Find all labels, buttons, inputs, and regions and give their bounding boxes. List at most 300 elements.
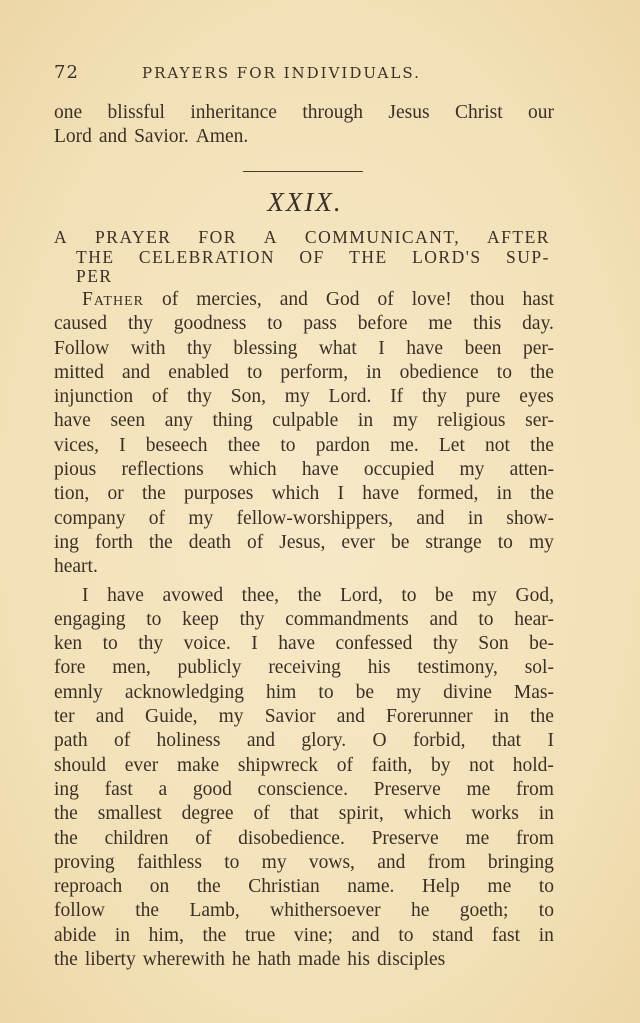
word: Preserve <box>373 778 441 800</box>
word: the <box>148 531 173 553</box>
text-line <box>54 851 554 875</box>
text-line <box>54 656 554 680</box>
word: the <box>141 483 166 505</box>
word: avowed <box>162 584 224 606</box>
word: PRAYER <box>95 227 172 247</box>
word: Jesus, <box>279 531 326 553</box>
text-line <box>54 385 554 409</box>
word: my <box>284 386 310 408</box>
word: be- <box>529 633 554 655</box>
word: me <box>465 827 490 849</box>
word: fore <box>54 657 86 679</box>
word: me <box>428 313 453 335</box>
text-line <box>54 584 554 608</box>
word: I <box>82 584 89 606</box>
word: mercies, <box>196 289 262 310</box>
word: God <box>325 289 360 310</box>
word: fast <box>491 924 521 946</box>
word: and <box>336 706 365 728</box>
word: on <box>149 876 170 898</box>
text-line <box>54 337 554 361</box>
word: in <box>366 361 382 383</box>
carry-over-text <box>54 101 554 150</box>
word: I <box>378 337 385 359</box>
word: not <box>485 434 510 456</box>
word: and <box>351 924 380 946</box>
word: and <box>95 706 124 728</box>
word: ter <box>54 706 75 728</box>
word: show- <box>506 507 554 529</box>
word: smallest <box>97 803 162 825</box>
section-title <box>54 228 550 287</box>
word: which <box>403 803 452 825</box>
word: reproach <box>54 876 123 898</box>
word: mitted <box>54 361 104 383</box>
word: the <box>54 803 78 825</box>
word: LORD'S <box>412 246 482 267</box>
word: and <box>377 851 406 873</box>
text-line <box>54 778 554 802</box>
word: vices, <box>54 434 99 456</box>
word: of <box>148 507 166 529</box>
word: have <box>362 483 399 505</box>
word: and <box>279 289 308 310</box>
word: my <box>528 531 554 553</box>
word: my <box>188 507 214 529</box>
word: true <box>244 924 276 946</box>
section-divider-rule <box>243 171 363 172</box>
word: thy <box>421 386 447 408</box>
word: make <box>176 754 220 776</box>
word: or <box>107 483 124 505</box>
word: goeth; <box>459 900 509 922</box>
word: and <box>416 507 445 529</box>
text-line <box>54 754 554 778</box>
word: THE <box>349 246 388 267</box>
word: whithersoever <box>270 900 381 922</box>
word: thee <box>227 434 261 456</box>
word: be <box>435 584 454 606</box>
word: thy <box>186 337 212 359</box>
word: abide <box>54 924 97 946</box>
word: to <box>318 681 334 703</box>
word: hold- <box>512 754 554 776</box>
word: fellow-worshippers, <box>236 507 394 529</box>
word: Jesus <box>388 102 430 123</box>
word: in <box>538 924 554 946</box>
word: liberty <box>84 949 136 971</box>
text-line <box>54 288 554 312</box>
word: should <box>54 754 107 776</box>
word: Forerunner <box>386 706 473 728</box>
word: injunction <box>54 386 134 408</box>
word: from <box>427 851 466 873</box>
word: I <box>251 633 258 655</box>
word: from <box>516 827 554 849</box>
word: vine; <box>293 924 333 946</box>
word: which <box>271 483 320 505</box>
word: Help <box>421 876 460 898</box>
prayer-body <box>54 288 554 972</box>
word: in <box>493 706 509 728</box>
word: have <box>107 584 144 606</box>
word: day. <box>522 313 554 335</box>
word: purposes <box>184 483 254 505</box>
word: the <box>530 434 554 456</box>
lead-word: Father <box>82 289 144 310</box>
word: be <box>390 531 410 553</box>
word: the <box>135 900 160 922</box>
text-line <box>54 434 554 458</box>
word: Savior. <box>134 126 189 148</box>
word: thy <box>186 386 212 408</box>
word: company <box>54 507 126 529</box>
word: I <box>119 434 126 456</box>
word: stand <box>432 924 474 946</box>
word: any <box>164 410 193 432</box>
word: forbid, <box>412 730 466 752</box>
word: hear- <box>514 608 554 630</box>
word: made <box>298 949 341 971</box>
title-line <box>54 228 550 248</box>
word: A <box>263 227 278 247</box>
word: tion, <box>54 483 90 505</box>
word: COMMUNICANT, <box>304 227 461 247</box>
word: to <box>538 876 554 898</box>
word: culpable <box>272 410 339 432</box>
word: the <box>530 361 554 383</box>
word: atten- <box>509 459 554 481</box>
text-line <box>54 729 554 753</box>
text-line <box>54 608 554 632</box>
word: faith, <box>371 754 413 776</box>
word: to <box>538 900 554 922</box>
word: through <box>302 102 364 123</box>
word: ing <box>54 531 79 553</box>
word: thou <box>469 289 505 310</box>
word: have <box>301 459 339 481</box>
word: God, <box>515 584 554 606</box>
word: hath <box>257 949 292 971</box>
word: FOR <box>198 227 237 247</box>
word: If <box>390 386 404 408</box>
word: Let <box>438 434 465 456</box>
word: reflections <box>121 459 204 481</box>
text-line <box>54 924 554 948</box>
word: receiving <box>268 657 341 679</box>
word: Lamb, <box>189 900 240 922</box>
word: O <box>372 730 387 752</box>
word: holiness <box>156 730 221 752</box>
running-head: PRAYERS FOR INDIVIDUALS. <box>142 64 421 82</box>
word: with <box>130 337 166 359</box>
text-line <box>54 705 554 729</box>
word: pass <box>303 313 337 335</box>
word: the <box>530 706 554 728</box>
word: been <box>464 337 502 359</box>
word: in <box>357 410 374 432</box>
word: spirit, <box>338 803 384 825</box>
text-line <box>54 632 554 656</box>
word: that <box>289 803 319 825</box>
word: AFTER <box>487 227 550 247</box>
section-number: XXIX. <box>267 187 343 217</box>
word: and <box>98 126 128 148</box>
word: my <box>459 459 485 481</box>
word: I <box>337 483 344 505</box>
word: Christian <box>248 876 320 898</box>
word: this <box>473 313 502 335</box>
word: A <box>54 227 69 247</box>
word: testimony, <box>417 657 498 679</box>
word: to <box>478 608 494 630</box>
word: in <box>538 803 554 825</box>
word: faithless <box>136 851 202 873</box>
word: and <box>246 730 275 752</box>
word: have <box>54 410 91 432</box>
word: my <box>396 681 422 703</box>
word: goodness <box>173 313 247 335</box>
word: and <box>121 361 151 383</box>
word: disobedience. <box>238 827 345 849</box>
word: conscience. <box>257 778 348 800</box>
text-line <box>54 125 554 149</box>
word: of <box>377 289 394 310</box>
word: strange <box>425 531 482 553</box>
word: keep <box>182 608 219 630</box>
word: pious <box>54 459 97 481</box>
word: blissful <box>107 102 165 123</box>
word: name. <box>347 876 395 898</box>
word: vows, <box>308 851 355 873</box>
word: Christ <box>454 102 503 123</box>
word: fast <box>104 778 133 800</box>
word: caused <box>54 313 108 335</box>
word: inheritance <box>190 102 277 123</box>
word: degree <box>181 803 234 825</box>
word: our <box>528 102 554 123</box>
word: my <box>261 851 287 873</box>
word: ing <box>54 778 79 800</box>
word: his <box>347 949 371 971</box>
word: eyes <box>519 386 554 408</box>
word: love! <box>411 289 452 310</box>
text-line <box>54 312 554 336</box>
text-line <box>54 827 554 851</box>
text-line <box>54 802 554 826</box>
word: of <box>253 803 270 825</box>
word: pardon <box>315 434 370 456</box>
word: OF <box>299 246 325 267</box>
word: his <box>367 657 391 679</box>
word: my <box>218 706 244 728</box>
word: hast <box>522 289 554 310</box>
word: Son, <box>230 386 266 408</box>
title-line <box>54 267 550 287</box>
title-line <box>54 248 550 268</box>
word: men, <box>112 657 151 679</box>
word: enabled <box>168 361 229 383</box>
word: I <box>547 730 554 752</box>
word: of <box>161 289 179 310</box>
word: thy <box>432 633 458 655</box>
word: by <box>430 754 451 776</box>
word: ever <box>124 754 159 776</box>
text-line <box>54 681 554 705</box>
word: to <box>102 633 118 655</box>
word: have <box>278 633 316 655</box>
word: seen <box>110 410 146 432</box>
word: glory. <box>301 730 347 752</box>
word: obedience <box>399 361 479 383</box>
word: ser- <box>525 410 554 432</box>
word: beseech <box>145 434 208 456</box>
word: disciples <box>377 949 446 971</box>
word: Son <box>478 633 509 655</box>
word: CELEBRATION <box>138 246 275 267</box>
word: PER <box>76 266 113 286</box>
word: to <box>267 313 283 335</box>
word: he <box>232 949 251 971</box>
text-line <box>54 899 554 923</box>
word: of <box>247 531 264 553</box>
word: THE <box>76 246 115 267</box>
word: to <box>247 361 263 383</box>
text-line <box>54 458 554 482</box>
word: to <box>280 434 296 456</box>
text-line <box>54 361 554 385</box>
word: ever <box>341 531 375 553</box>
word: Guide, <box>144 706 198 728</box>
text-line <box>54 507 554 531</box>
word: confessed <box>335 633 413 655</box>
word: wherewith <box>142 949 226 971</box>
word: Lord. <box>328 386 372 408</box>
word: Lord, <box>339 584 383 606</box>
word: he <box>410 900 430 922</box>
word: to <box>146 608 162 630</box>
text-line <box>54 101 554 125</box>
word: path <box>54 730 88 752</box>
word: works <box>471 803 519 825</box>
word: the <box>196 876 221 898</box>
word: in <box>467 507 483 529</box>
word: per- <box>522 337 554 359</box>
word: the <box>54 827 78 849</box>
word: Follow <box>54 337 110 359</box>
text-line <box>54 482 554 506</box>
word: me <box>487 876 512 898</box>
word: children <box>104 827 169 849</box>
text-line <box>54 875 554 899</box>
word: from <box>516 778 554 800</box>
word: to <box>401 584 417 606</box>
word: ken <box>54 633 83 655</box>
word: him, <box>148 924 184 946</box>
page-header <box>54 62 566 86</box>
word: voice. <box>183 633 231 655</box>
word: pure <box>465 386 501 408</box>
word: in <box>496 483 512 505</box>
word: my <box>472 584 497 606</box>
word: which <box>228 459 277 481</box>
text-line <box>54 531 554 555</box>
word: thy <box>239 608 265 630</box>
word: Amen. <box>195 126 249 148</box>
word: of <box>113 730 131 752</box>
word: that <box>491 730 522 752</box>
word: a <box>158 778 168 800</box>
word: to <box>497 531 513 553</box>
word: to <box>496 361 512 383</box>
text-line <box>54 555 554 579</box>
word: good <box>192 778 232 800</box>
word: religious <box>437 410 506 432</box>
word: what <box>318 337 357 359</box>
text-line <box>54 948 554 972</box>
word: of <box>336 754 353 776</box>
word: him <box>266 681 297 703</box>
page-number: 72 <box>54 62 79 83</box>
word: me <box>466 778 491 800</box>
word: thy <box>138 633 164 655</box>
word: acknowledging <box>124 681 244 703</box>
word: formed, <box>417 483 479 505</box>
word: bringing <box>487 851 554 873</box>
word: the <box>202 924 227 946</box>
word: Preserve <box>371 827 439 849</box>
word: perform, <box>280 361 349 383</box>
word: shipwreck <box>237 754 319 776</box>
word: the <box>530 483 554 505</box>
text-line <box>54 409 554 433</box>
word: of <box>195 827 212 849</box>
word: before <box>357 313 408 335</box>
word: be <box>355 681 375 703</box>
word: the <box>297 584 322 606</box>
word: of <box>151 386 169 408</box>
word: have <box>406 337 444 359</box>
word: forth <box>94 531 133 553</box>
word: proving <box>54 851 115 873</box>
word: follow <box>54 900 105 922</box>
word: blessing <box>233 337 298 359</box>
word: Savior <box>264 706 316 728</box>
word: engaging <box>54 608 126 630</box>
word: sol- <box>524 657 554 679</box>
word: occupied <box>363 459 435 481</box>
word: Lord <box>54 126 92 148</box>
word: to <box>398 924 414 946</box>
word: heart. <box>54 556 98 578</box>
word: me. <box>390 434 419 456</box>
word: one <box>54 102 83 123</box>
word: SUP- <box>506 246 550 267</box>
word: the <box>54 949 78 971</box>
word: emnly <box>54 681 103 703</box>
word: and <box>429 608 458 630</box>
word: death <box>188 531 231 553</box>
word: in <box>114 924 131 946</box>
word: not <box>469 754 495 776</box>
word: thing <box>212 410 253 432</box>
word: divine <box>443 681 492 703</box>
word: publicly <box>177 657 242 679</box>
word: thee, <box>241 584 280 606</box>
word: commandments <box>285 608 409 630</box>
word: to <box>224 851 240 873</box>
word: thy <box>127 313 153 335</box>
